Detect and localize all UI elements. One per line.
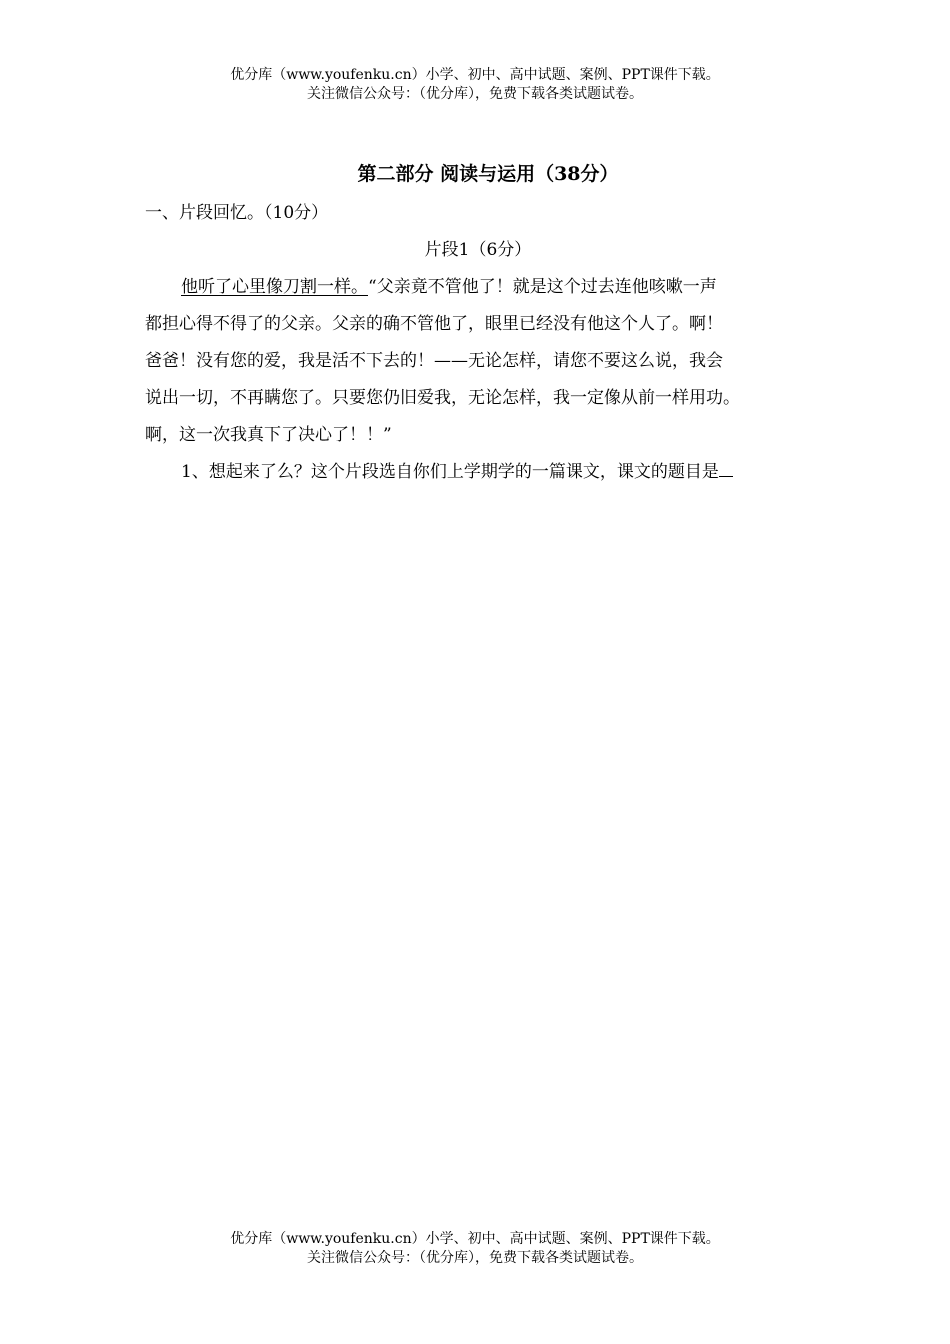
fragment-title: 片段1（6分） xyxy=(424,240,532,260)
header-line-1: 优分库（www.youfenku.cn）小学、初中、高中试题、案例、PPT课件下载。 xyxy=(230,67,720,83)
underlined-sentence: 他听了心里像刀割一样。 xyxy=(181,277,368,297)
passage-line-2: 都担心得不得了的父亲。父亲的确不管他了，眼里已经没有他这个人了。啊！ xyxy=(145,314,723,334)
footer-line-2: 关注微信公众号：（优分库），免费下载各类试题试卷。 xyxy=(307,1250,643,1266)
passage-line-3: 爸爸！没有您的爱，我是活不下去的！——无论怎样，请您不要这么说，我会 xyxy=(145,351,723,371)
section-title: 第二部分 阅读与运用（38分） xyxy=(357,163,619,185)
passage-line-5: 啊，这一次我真下了决心了！！” xyxy=(145,425,392,445)
answer-blank[interactable] xyxy=(719,462,733,477)
header-line-2: 关注微信公众号：（优分库），免费下载各类试题试卷。 xyxy=(307,86,643,102)
part-heading: 一、片段回忆。（10分） xyxy=(145,203,329,223)
passage-line-1-rest: “父亲竟不管他了！就是这个过去连他咳嗽一声 xyxy=(368,277,717,297)
page-footer xyxy=(0,1230,950,1268)
page-header xyxy=(0,66,950,104)
question-1 xyxy=(145,454,811,491)
footer-line-1: 优分库（www.youfenku.cn）小学、初中、高中试题、案例、PPT课件下载。 xyxy=(230,1231,720,1247)
document-body xyxy=(145,158,811,491)
passage-line-1 xyxy=(145,269,811,306)
passage-line-4: 说出一切，不再瞒您了。只要您仍旧爱我，无论怎样，我一定像从前一样用功。 xyxy=(145,388,740,408)
question-1-text: 1、想起来了么？这个片段选自你们上学期学的一篇课文，课文的题目是 xyxy=(181,462,719,482)
